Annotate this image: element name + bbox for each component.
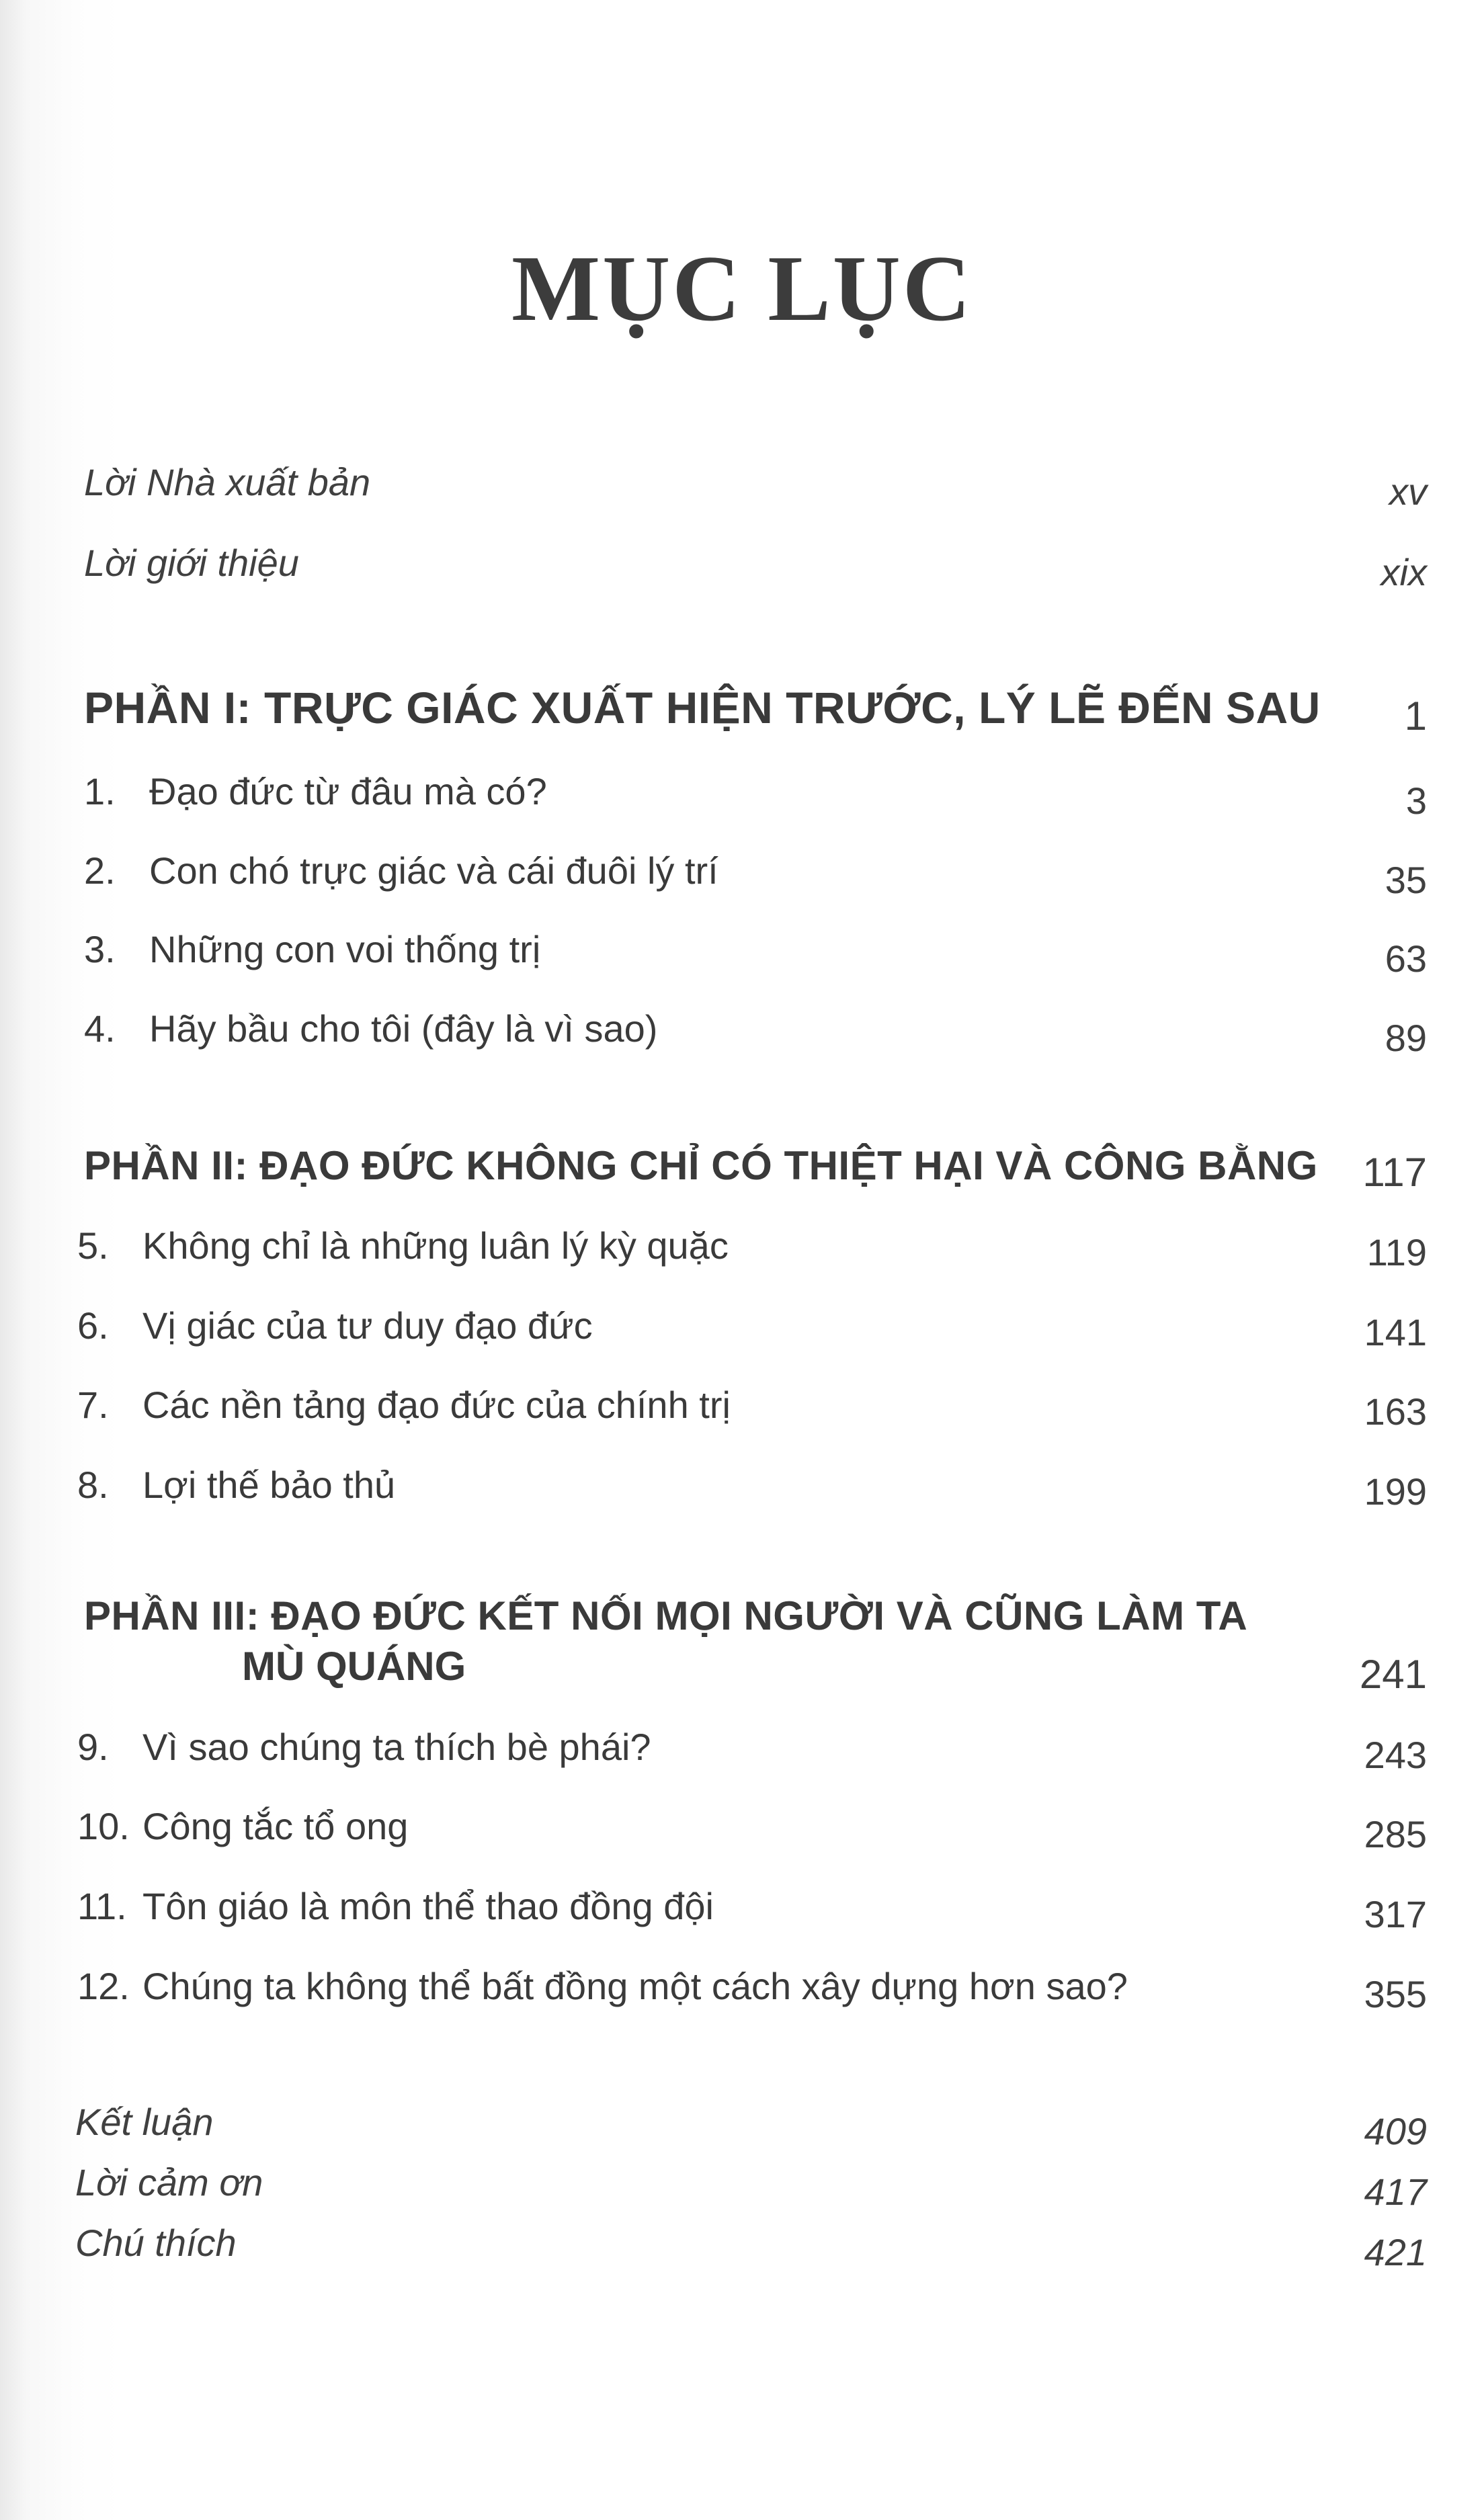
chapter-number: 12.	[77, 1965, 130, 2007]
chapter-number: 2.	[84, 849, 116, 892]
toc-entry-label: Lời cảm ơn	[75, 2161, 263, 2203]
toc-part-label-continued: MÙ QUÁNG	[242, 1644, 466, 1689]
chapter-title: Tôn giáo là môn thể thao đồng đội	[142, 1885, 714, 1927]
toc-part-3-continuation	[0, 1644, 1484, 1697]
toc-part-label: PHẦN III: ĐẠO ĐỨC KẾT NỐI MỌI NGƯỜI VÀ CŨNG LÀM TA	[84, 1593, 1248, 1638]
toc-part-3	[0, 1593, 1484, 1638]
chapter-title: Vì sao chúng ta thích bè phái?	[142, 1726, 651, 1768]
toc-chapter	[0, 1304, 1484, 1353]
chapter-page: 141	[1364, 1311, 1427, 1353]
chapter-number: 10.	[77, 1805, 130, 1847]
toc-entry-label: Lời Nhà xuất bản	[84, 461, 371, 503]
toc-entry-introduction	[0, 542, 1484, 593]
chapter-title: Chúng ta không thể bất đồng một cách xây dựng hơn sao?	[142, 1965, 1128, 2007]
toc-chapter	[0, 1007, 1484, 1059]
chapter-page: 355	[1364, 1973, 1427, 2015]
toc-part-label: PHẦN I: TRỰC GIÁC XUẤT HIỆN TRƯỚC, LÝ LẼ ĐẾN SAU	[84, 683, 1321, 732]
toc-entry-page: xv	[1389, 470, 1427, 513]
toc-chapter	[0, 1224, 1484, 1273]
chapter-title: Vị giác của tư duy đạo đức	[142, 1304, 593, 1347]
chapter-number: 7.	[77, 1384, 109, 1426]
toc-chapter	[0, 1464, 1484, 1513]
toc-entry-acknowledgements	[0, 2161, 1484, 2213]
chapter-page: 119	[1366, 1231, 1427, 1273]
chapter-number: 3.	[84, 928, 116, 970]
chapter-page: 3	[1405, 780, 1427, 822]
toc-entry-notes	[0, 2222, 1484, 2273]
chapter-page: 199	[1364, 1470, 1427, 1513]
chapter-number: 8.	[77, 1464, 109, 1506]
chapter-title: Các nền tảng đạo đức của chính trị	[142, 1384, 731, 1426]
toc-entry-page: 421	[1364, 2231, 1427, 2273]
chapter-page: 63	[1385, 937, 1427, 980]
chapter-title: Những con voi thống trị	[149, 928, 541, 970]
toc-chapter	[0, 1384, 1484, 1433]
toc-chapter	[0, 1726, 1484, 1776]
chapter-page: 317	[1364, 1893, 1427, 1935]
toc-entry-label: Lời giới thiệu	[84, 542, 299, 584]
chapter-number: 6.	[77, 1304, 109, 1347]
page-title: MỤC LỤC	[511, 237, 973, 341]
toc-chapter	[0, 849, 1484, 901]
toc-part-label: PHẦN II: ĐẠO ĐỨC KHÔNG CHỈ CÓ THIỆT HẠI VÀ CÔNG BẰNG	[84, 1143, 1318, 1188]
chapter-title: Không chỉ là những luân lý kỳ quặc	[142, 1224, 729, 1267]
chapter-page: 243	[1364, 1734, 1427, 1776]
chapter-page: 285	[1364, 1813, 1427, 1855]
chapter-number: 4.	[84, 1007, 116, 1050]
chapter-number: 1.	[84, 770, 116, 812]
toc-entry-page: 417	[1364, 2171, 1427, 2213]
toc-entry-label: Chú thích	[75, 2222, 237, 2264]
chapter-title: Công tắc tổ ong	[142, 1805, 409, 1847]
toc-part-page: 1	[1404, 694, 1427, 739]
chapter-title: Lợi thế bảo thủ	[142, 1464, 396, 1506]
chapter-number: 9.	[77, 1726, 109, 1768]
toc-entry-page: 409	[1364, 2110, 1427, 2152]
chapter-number: 5.	[77, 1224, 109, 1267]
toc-entry-conclusion	[0, 2101, 1484, 2152]
chapter-page: 163	[1364, 1390, 1427, 1433]
chapter-title: Con chó trực giác và cái đuôi lý trí	[149, 849, 718, 892]
toc-part-page: 241	[1359, 1652, 1427, 1697]
chapter-page: 89	[1385, 1017, 1427, 1059]
toc-part-page: 117	[1362, 1150, 1427, 1195]
toc-entry-page: xix	[1380, 551, 1427, 593]
toc-part-1	[0, 683, 1484, 739]
chapter-number: 11.	[77, 1885, 127, 1927]
chapter-page: 35	[1385, 859, 1427, 901]
chapter-title: Hãy bầu cho tôi (đây là vì sao)	[149, 1007, 658, 1050]
chapter-title: Đạo đức từ đâu mà có?	[149, 770, 547, 812]
toc-entry-label: Kết luận	[75, 2101, 214, 2143]
